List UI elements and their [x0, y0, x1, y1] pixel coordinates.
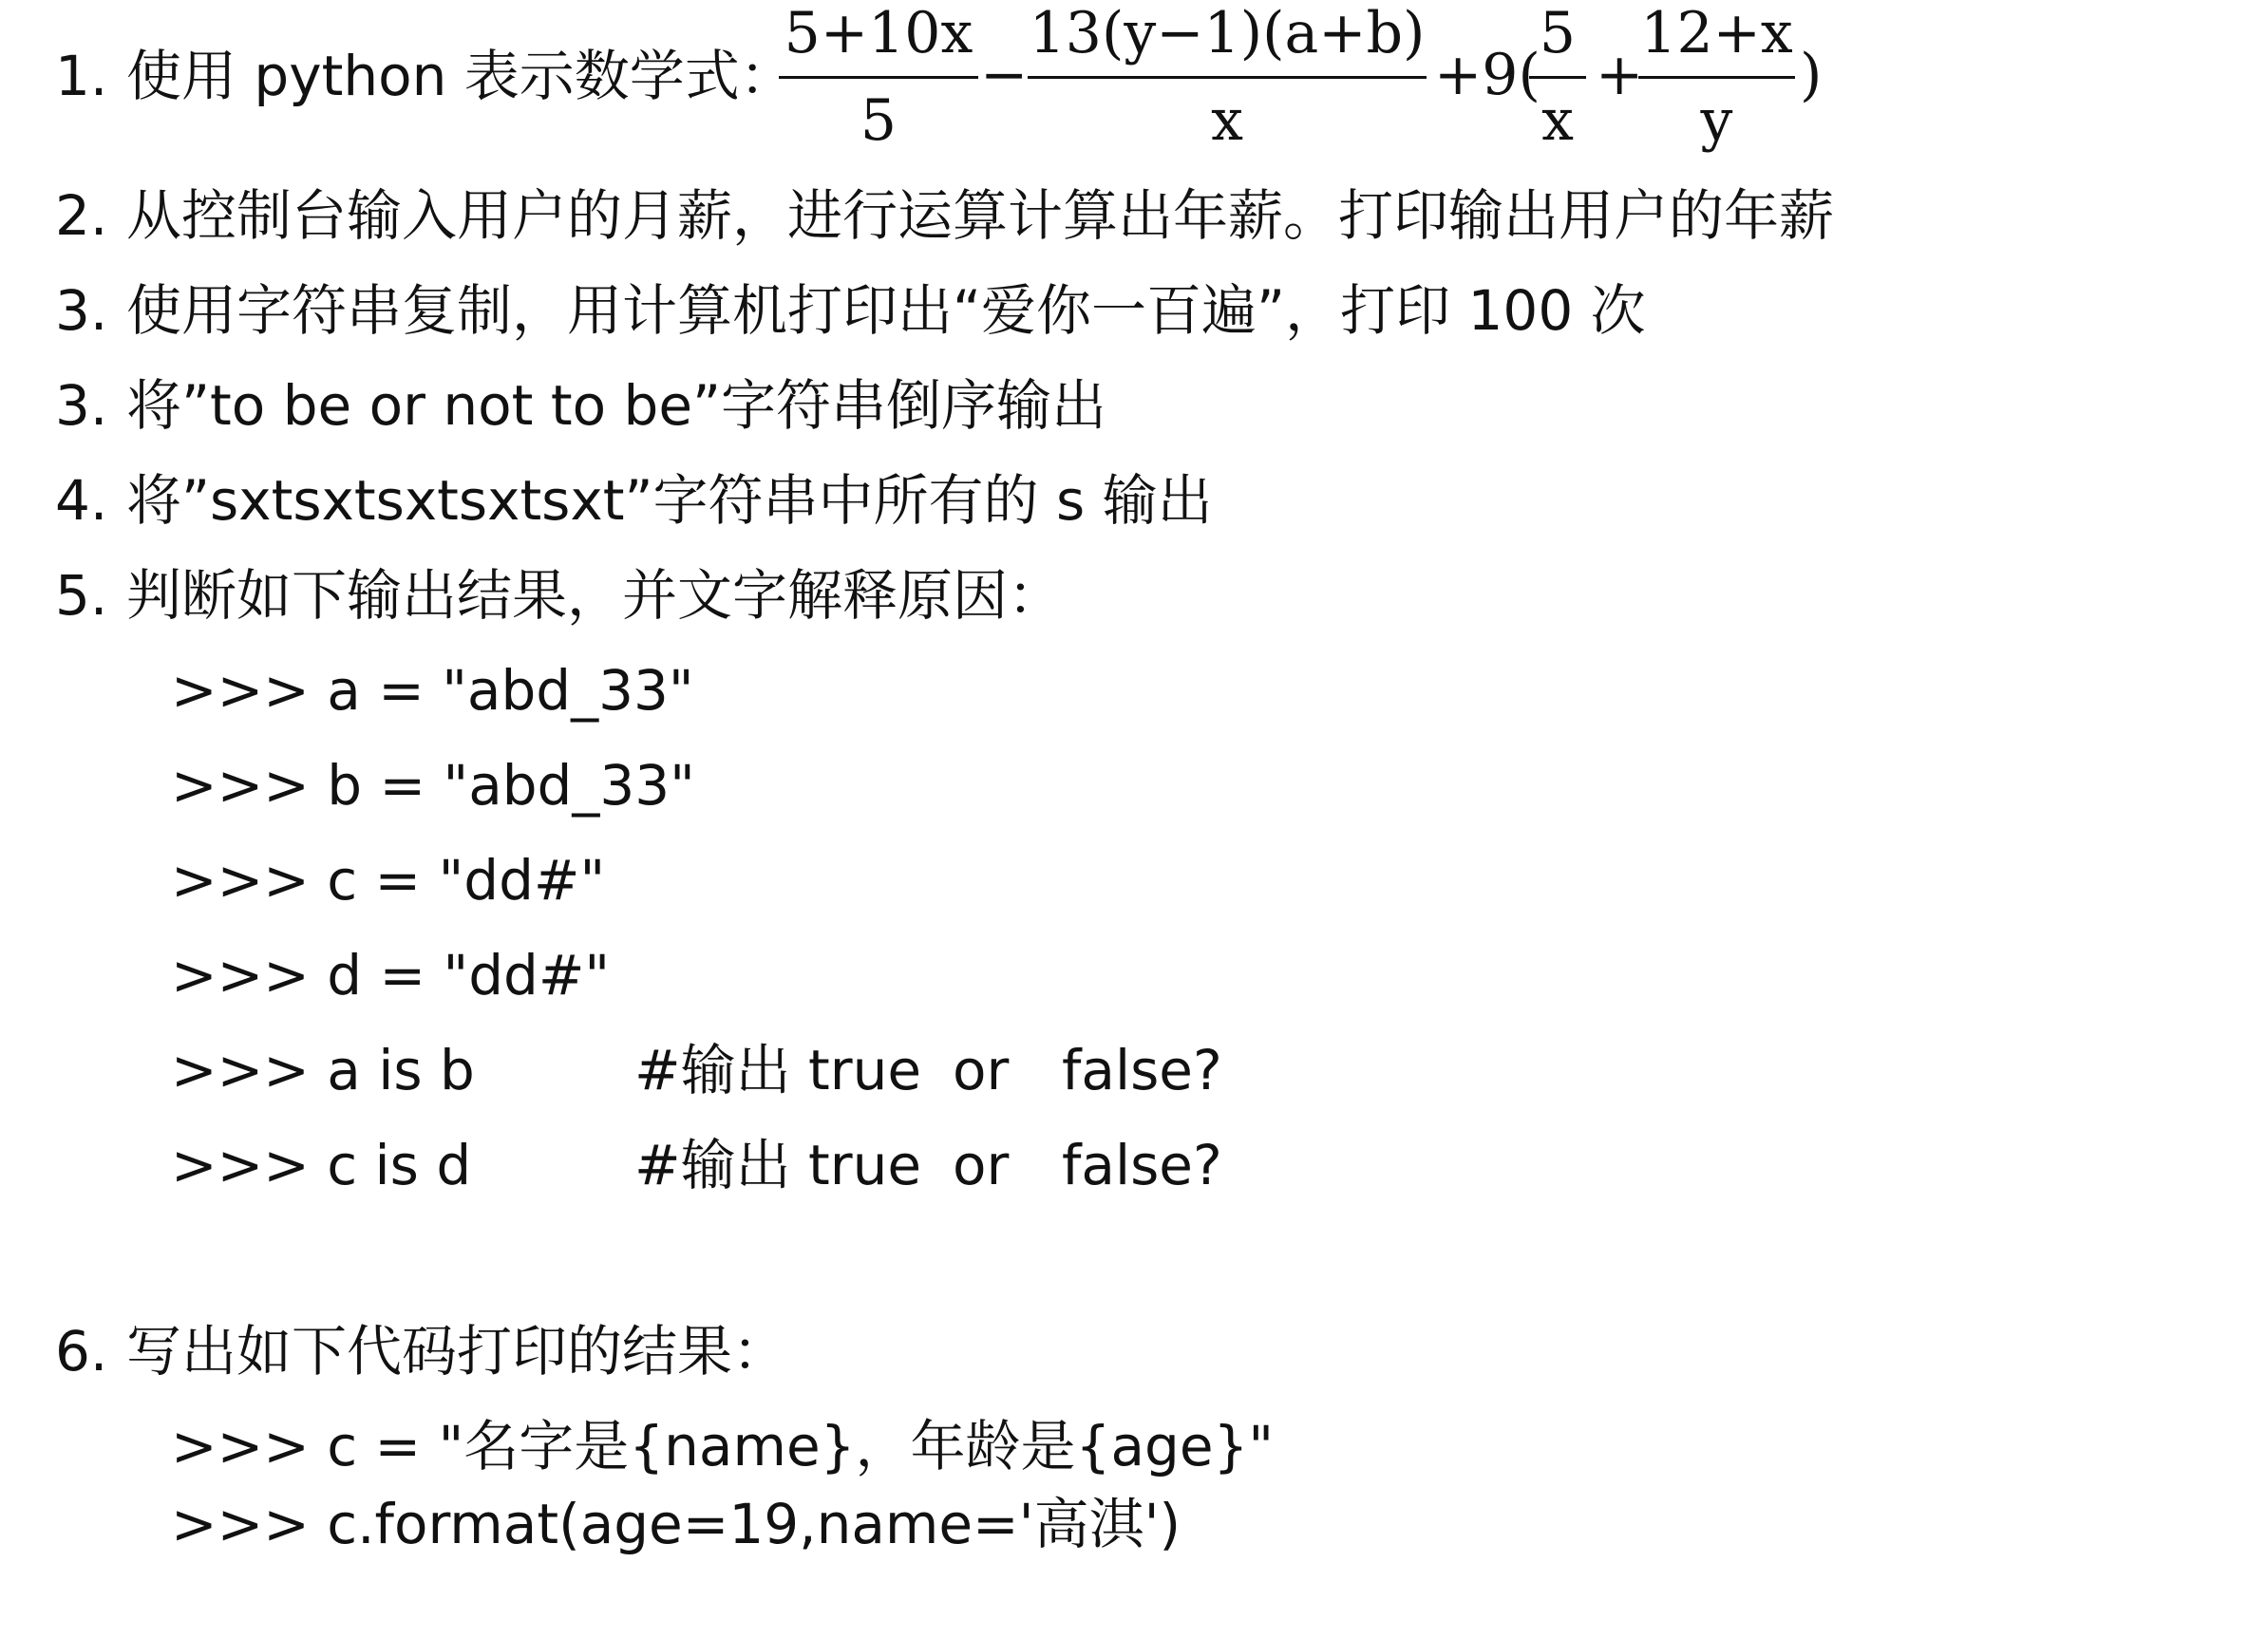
- question-text: 从控制台输入用户的月薪，进行运算计算出年薪。打印输出用户的年薪: [126, 183, 1835, 248]
- code-or: or: [953, 1133, 1010, 1197]
- code-text: >>> d = "dd#": [171, 943, 611, 1007]
- code-compare-line: [0, 1127, 1222, 1203]
- code-text: >>> c = "名字是{name}，年龄是{age}": [171, 1414, 1275, 1478]
- fraction-4-numerator: 12+x: [1640, 0, 1793, 66]
- question-text: 将”to be or not to be”字符串倒序输出: [126, 373, 1107, 438]
- code-line: [0, 1408, 1275, 1484]
- question-3b: [0, 367, 1107, 443]
- fraction-2-denominator: x: [1211, 87, 1243, 154]
- code-line: [0, 937, 611, 1013]
- plus-operator: +: [1596, 42, 1644, 108]
- close-paren: ): [1800, 42, 1823, 108]
- code-text: >>> c.format(age=19,name='高淇'): [171, 1492, 1181, 1556]
- code-text: >>> a = "abd_33": [171, 658, 694, 723]
- question-text: 将”sxtsxtsxtsxtsxt”字符串中所有的 s 输出: [126, 468, 1213, 533]
- minus-operator: −: [980, 42, 1029, 108]
- question-number: 5.: [55, 563, 108, 628]
- question-number: 4.: [55, 468, 108, 533]
- code-or: or: [953, 1038, 1010, 1102]
- question-6: [0, 1313, 788, 1389]
- code-comment: #输出 true: [634, 1133, 922, 1197]
- plus-nine-operator: +9(: [1434, 42, 1540, 108]
- fraction-3-denominator: x: [1541, 87, 1574, 154]
- code-text: >>> b = "abd_33": [171, 753, 695, 818]
- question-number: 2.: [55, 183, 108, 248]
- code-text: >>> c = "dd#": [171, 848, 606, 913]
- question-1: [0, 38, 795, 114]
- fraction-4-denominator: y: [1700, 87, 1733, 154]
- code-line: [0, 747, 695, 823]
- code-compare-line: [0, 1032, 1222, 1108]
- question-number: 3.: [55, 278, 108, 343]
- question-text: 写出如下代码打印的结果：: [126, 1319, 788, 1384]
- code-comment: #输出 true: [634, 1038, 922, 1102]
- question-3a: [0, 273, 1646, 348]
- question-text: 使用字符串复制，用计算机打印出“爱你一百遍”，打印 100 次: [126, 278, 1646, 343]
- fraction-2-numerator: 13(y−1)(a+b): [1029, 0, 1426, 66]
- code-line: [0, 652, 694, 728]
- fraction-bar: [1028, 76, 1427, 79]
- code-line: [0, 1486, 1181, 1562]
- code-text: >>> a is b: [171, 1038, 475, 1102]
- fraction-bar: [779, 76, 978, 79]
- code-line: [0, 842, 606, 918]
- question-text: 判断如下输出结果，并文字解释原因：: [126, 563, 1064, 628]
- question-text: 使用 python 表示数学式：: [126, 44, 795, 108]
- fraction-bar: [1529, 76, 1586, 79]
- code-text: >>> c is d: [171, 1133, 472, 1197]
- question-5: [0, 557, 1064, 633]
- question-number: 6.: [55, 1319, 108, 1384]
- code-question: false?: [1062, 1133, 1222, 1197]
- code-question: false?: [1062, 1038, 1222, 1102]
- question-number: 1.: [55, 44, 108, 108]
- question-2: [0, 178, 1835, 254]
- fraction-1-numerator: 5+10x: [784, 0, 973, 66]
- fraction-3-numerator: 5: [1539, 0, 1577, 66]
- fraction-1-denominator: 5: [860, 87, 898, 154]
- question-number: 3.: [55, 373, 108, 438]
- fraction-bar: [1638, 76, 1795, 79]
- question-4: [0, 462, 1213, 538]
